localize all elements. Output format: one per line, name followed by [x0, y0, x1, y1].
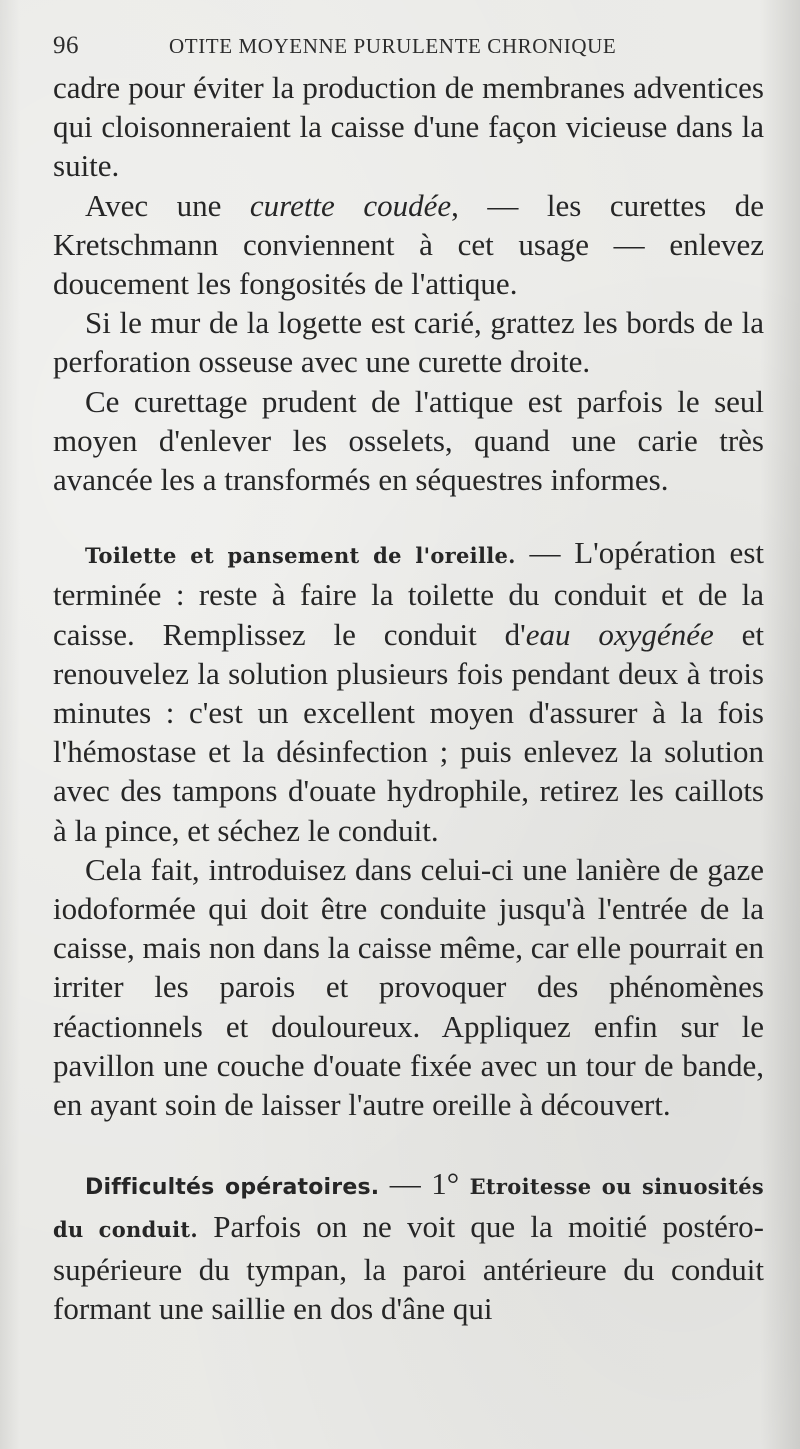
running-title: OTITE MOYENNE PURULENTE CHRONIQUE	[169, 34, 617, 58]
paragraph-text: , — les curettes de Kretschmann conviennent à cet usage — enlevez doucement les fongosités de l'attique.	[53, 187, 764, 302]
paragraph-curette	[53, 186, 764, 304]
paragraph-gaze: Cela fait, introduisez dans celui-ci une lanière de gaze iodoformée qui doit être conduite jusqu'à l'entrée de la caisse, mais non dans la caisse même, car elle pourrait en irriter les parois et provoquer des phénomènes réactionnels et douloureux. Appliquez enfin sur le pavillon une couche d'ouate fixée avec un tour de bande, en ayant soin de laisser l'autre oreille à découvert.	[53, 851, 765, 1123]
paragraph-curettage: Ce curettage prudent de l'attique est parfois le seul moyen d'enlever les osselets, quand une carie très avancée les a transformés en séquestres informes.	[53, 383, 764, 498]
paragraph-difficultes	[53, 1164, 764, 1328]
paragraph-text: Parfois on ne voit que la moitié postéro-supérieure du tympan, la paroi antérieure du conduit formant une saillie en dos d'âne qui	[53, 1209, 764, 1326]
paragraph-text: — L'opération est terminée : reste à faire la toilette du conduit et de la caisse. Remplissez le conduit d'	[53, 535, 764, 652]
emphasis-text: curette coudée	[249, 187, 452, 223]
paragraph-logette: Si le mur de la logette est carié, grattez les bords de la perforation osseuse avec une curette droite.	[53, 305, 764, 380]
paragraph-continuation: cadre pour éviter la production de membranes adventices qui cloisonneraient la caisse d'une façon vicieuse dans la suite.	[53, 70, 764, 184]
running-header	[53, 28, 764, 68]
section-heading: Difficultés opératoires.	[85, 1175, 380, 1201]
section-heading: Toilette et pansement de l'oreille.	[85, 543, 516, 569]
paragraph-text: Avec une	[85, 187, 250, 223]
subsection-heading: Etroitesse ou sinuosités du conduit.	[53, 1174, 764, 1243]
page-body	[53, 68, 764, 1328]
section-toilette	[53, 533, 764, 1124]
emphasis-text: eau oxygénée	[525, 616, 714, 652]
paragraph-text: et renouvelez la solution plusieurs fois pendant deux à trois minutes : c'est un excellent moyen d'assurer à la fois l'hémostase et la désinfection ; puis enlevez la solution avec des tampons d'ouate hydrophile, retirez les caillots à la pince, et séchez le conduit.	[53, 616, 764, 848]
paragraph-toilette	[53, 533, 764, 850]
heading-dash: — 1°	[379, 1166, 470, 1202]
section-difficultes	[53, 1164, 764, 1328]
page-number: 96	[53, 32, 79, 59]
